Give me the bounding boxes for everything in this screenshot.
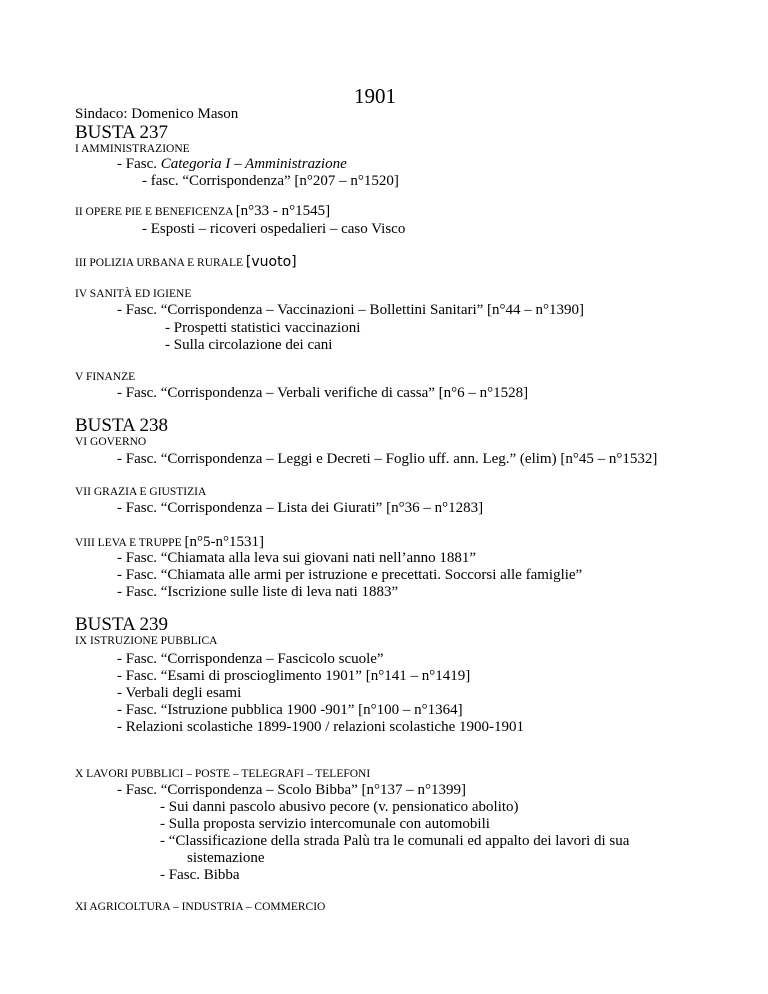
- category-header: IV SANITÀ ED IGIENE: [75, 288, 192, 300]
- category-header: II OPERE PIE E BENEFICENZA [n°33 - n°1545]: [75, 203, 331, 219]
- category-header: III POLIZIA URBANA E RURALE [vuoto]: [75, 254, 297, 270]
- category-header: I AMMINISTRAZIONE: [75, 143, 190, 155]
- category-header: VIII LEVA E TRUPPE [n°5-n°1531]: [75, 534, 264, 550]
- list-item: - fasc. “Corrispondenza” [n°207 – n°1520]: [142, 173, 399, 189]
- category-header: IX ISTRUZIONE PUBBLICA: [75, 635, 218, 647]
- list-item: - Sui danni pascolo abusivo pecore (v. pensionatico abolito): [160, 799, 519, 815]
- list-item: - Fasc. “Corrispondenza – Lista dei Giurati” [n°36 – n°1283]: [117, 500, 484, 516]
- category-header: V FINANZE: [75, 371, 136, 383]
- list-item: - Esposti – ricoveri ospedalieri – caso Visco: [142, 221, 406, 237]
- list-item: - Fasc. “Corrispondenza – Leggi e Decreti – Foglio uff. ann. Leg.” (elim) [n°45 – n°1532]: [117, 451, 658, 467]
- list-item: - Fasc. “Iscrizione sulle liste di leva nati 1883”: [117, 584, 399, 600]
- list-item: - Fasc. “Corrispondenza – Verbali verifiche di cassa” [n°6 – n°1528]: [117, 385, 529, 401]
- list-item: - Relazioni scolastiche 1899-1900 / relazioni scolastiche 1900-1901: [117, 719, 524, 735]
- list-item: - Fasc. Categoria I – Amministrazione: [117, 156, 347, 172]
- busta-237-title: BUSTA 237: [75, 122, 168, 143]
- list-item: - Sulla circolazione dei cani: [165, 337, 333, 353]
- list-item: - “Classificazione della strada Palù tra le comunali ed appalto dei lavori di sua: [160, 833, 630, 849]
- list-item: - Fasc. “Chiamata alla leva sui giovani nati nell’anno 1881”: [117, 550, 477, 566]
- busta-238-title: BUSTA 238: [75, 415, 168, 436]
- list-item: - Fasc. “Istruzione pubblica 1900 -901” [n°100 – n°1364]: [117, 702, 463, 718]
- category-header: XI AGRICOLTURA – INDUSTRIA – COMMERCIO: [75, 901, 326, 913]
- list-item: - Fasc. “Corrispondenza – Fascicolo scuole”: [117, 651, 384, 667]
- list-item: - Fasc. Bibba: [160, 867, 240, 883]
- category-header: X LAVORI PUBBLICI – POSTE – TELEGRAFI – TELEFONI: [75, 768, 371, 780]
- list-item: - Fasc. “Corrispondenza – Scolo Bibba” [n°137 – n°1399]: [117, 782, 467, 798]
- list-item: - Verbali degli esami: [117, 685, 242, 701]
- list-item: - Fasc. “Corrispondenza – Vaccinazioni – Bollettini Sanitari” [n°44 – n°1390]: [117, 302, 585, 318]
- year-heading: 1901: [354, 84, 396, 108]
- list-item: - Fasc. “Chiamata alle armi per istruzione e precettati. Soccorsi alle famiglie”: [117, 567, 583, 583]
- category-header: VII GRAZIA E GIUSTIZIA: [75, 486, 207, 498]
- list-item-continuation: sistemazione: [187, 850, 265, 866]
- busta-239-title: BUSTA 239: [75, 614, 168, 635]
- category-header: VI GOVERNO: [75, 436, 147, 448]
- list-item: - Fasc. “Esami di proscioglimento 1901” [n°141 – n°1419]: [117, 668, 471, 684]
- sindaco-line: Sindaco: Domenico Mason: [75, 106, 239, 122]
- list-item: - Sulla proposta servizio intercomunale con automobili: [160, 816, 490, 832]
- list-item: - Prospetti statistici vaccinazioni: [165, 320, 361, 336]
